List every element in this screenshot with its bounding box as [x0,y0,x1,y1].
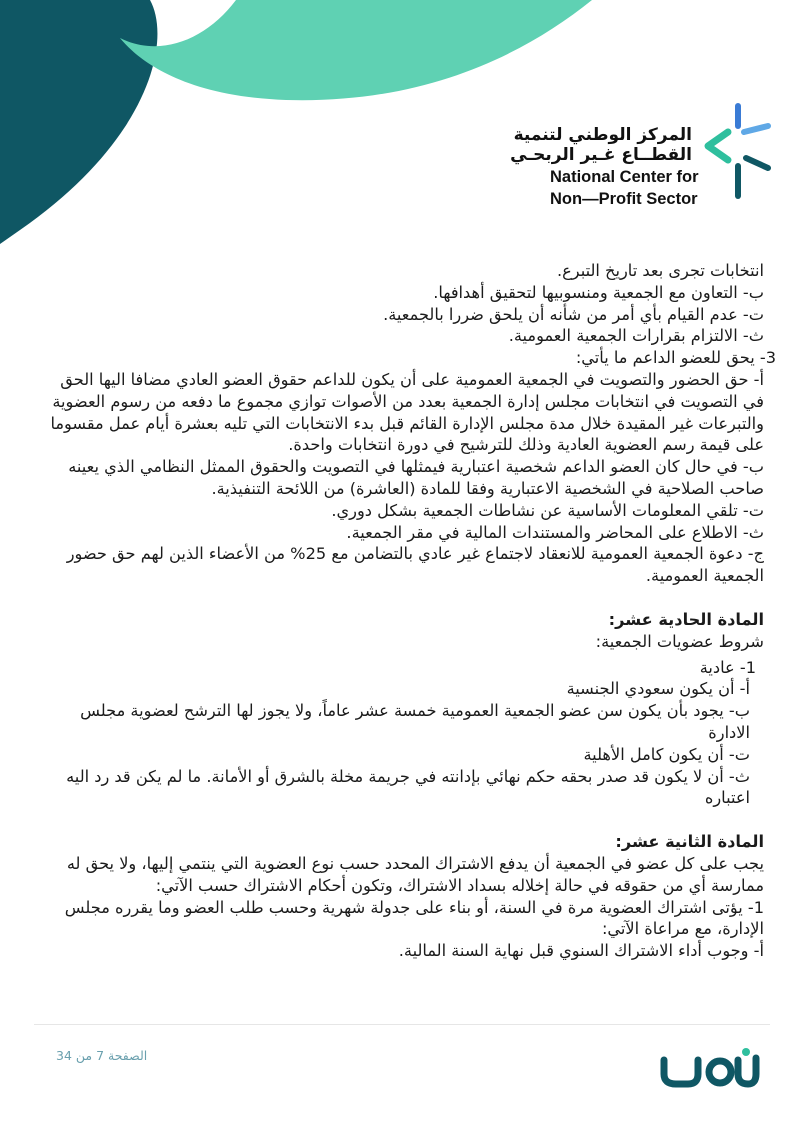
list-item: ت- أن يكون كامل الأهلية [583,744,750,764]
list-item: ث- أن لا يكون قد صدر بحقه حكم نهائي بإدانته في جريمة مخلة بالشرق أو الأمانة. ما لم يكن قد رد اليه اعتباره [66,766,750,808]
logo-arabic-line-1: المركز الوطني لتنمية [513,125,692,145]
logo-arabic-line-2: القطــاع غـير الربحـي [510,145,692,165]
list-item: ث- الاطلاع على المحاضر والمستندات المالية في مقر الجمعية. [346,522,764,542]
list-item: ث- الالتزام بقرارات الجمعية العمومية. [508,326,764,346]
nomu-logo-icon [658,1048,762,1090]
list-item: ب- التعاون مع الجمعية ومنسوبيها لتحقيق أهدافها. [433,282,764,302]
numbered-item: 1- عادية [699,657,756,677]
list-item: ب- في حال كان العضو الداعم شخصية اعتبارية فيمثلها في التصويت والحقوق الممثل النظامي الذي يعينه صاحب الصلاحية في الشخصية الاعتبارية وفقا للمادة (العاشرة) من اللائحة التنفيذية. [68,457,764,498]
list-item: أ- أن يكون سعودي الجنسية [566,679,750,699]
footer-divider [34,1024,770,1025]
numbered-item: 1- يؤتى اشتراك العضوية مرة في السنة، أو بناء على جدولة شهرية وحسب طلب العضو وما يقرره مجلس الإدارة، مع مراعاة الآتي: [64,897,764,939]
article-heading-11: المادة الحادية عشر: [608,609,764,629]
ncnp-arrows-icon [698,100,778,204]
list-item: ب- يجود بأن يكون سن عضو الجمعية العمومية خمسة عشر عاماً، ولا يجوز لها الترشح لعضوية مجلس الادارة [80,701,750,742]
page-number: الصفحة 7 من 34 [56,1048,148,1063]
ncnp-logo [510,100,778,210]
text-line: انتخابات تجرى بعد تاريخ التبرع. [556,261,764,280]
article-heading-12: المادة الثانية عشر: [615,832,764,852]
text-line: شروط عضويات الجمعية: [595,631,764,651]
paragraph: يجب على كل عضو في الجمعية أن يدفع الاشتراك المحدد حسب نوع العضوية التي ينتمي إليها، ولا يحق له ممارسة أي من حقوقه في حالة إخلاله بسداد الاشتراك، وتكون أحكام الاشتراك حسب الآتي: [66,853,764,895]
list-item: أ- حق الحضور والتصويت في الجمعية العمومية على أن يكون للداعم حقوق العضو العادي مضافا اليها الحق في التصويت في انتخابات مجلس إدارة الجمعية بعدد من الأصوات توازي مجموع ما دفعه من رسوم العضوية والتبرعات غير المقيدة خلال مدة مجلس الإدارة القائم قبل بدء الانتخابات التي تليه بعشرة أيام عمل مقسوما على قيمة رسم العضوية العادية وذلك للترشيح في دورة انتخابات واحدة. [50,369,764,455]
logo-english-line-1: National Center for [550,168,699,186]
logo-english-line-2: Non—Profit Sector [550,190,698,208]
list-item: ج- دعوة الجمعية العمومية للانعقاد لاجتماع غير عادي بالتضامن مع 25% من الأعضاء الذين لهم حق حضور الجمعية العمومية. [66,544,764,586]
list-item: أ- وجوب أداء الاشتراك السنوي قبل نهاية السنة المالية. [398,941,764,961]
list-item: ت- تلقي المعلومات الأساسية عن نشاطات الجمعية بشكل دوري. [331,500,764,520]
numbered-item: 3- يحق للعضو الداعم ما يأتي: [575,348,776,368]
list-item: ت- عدم القيام بأي أمر من شأنه أن يلحق ضررا بالجمعية. [383,304,764,324]
document-body [46,260,776,962]
